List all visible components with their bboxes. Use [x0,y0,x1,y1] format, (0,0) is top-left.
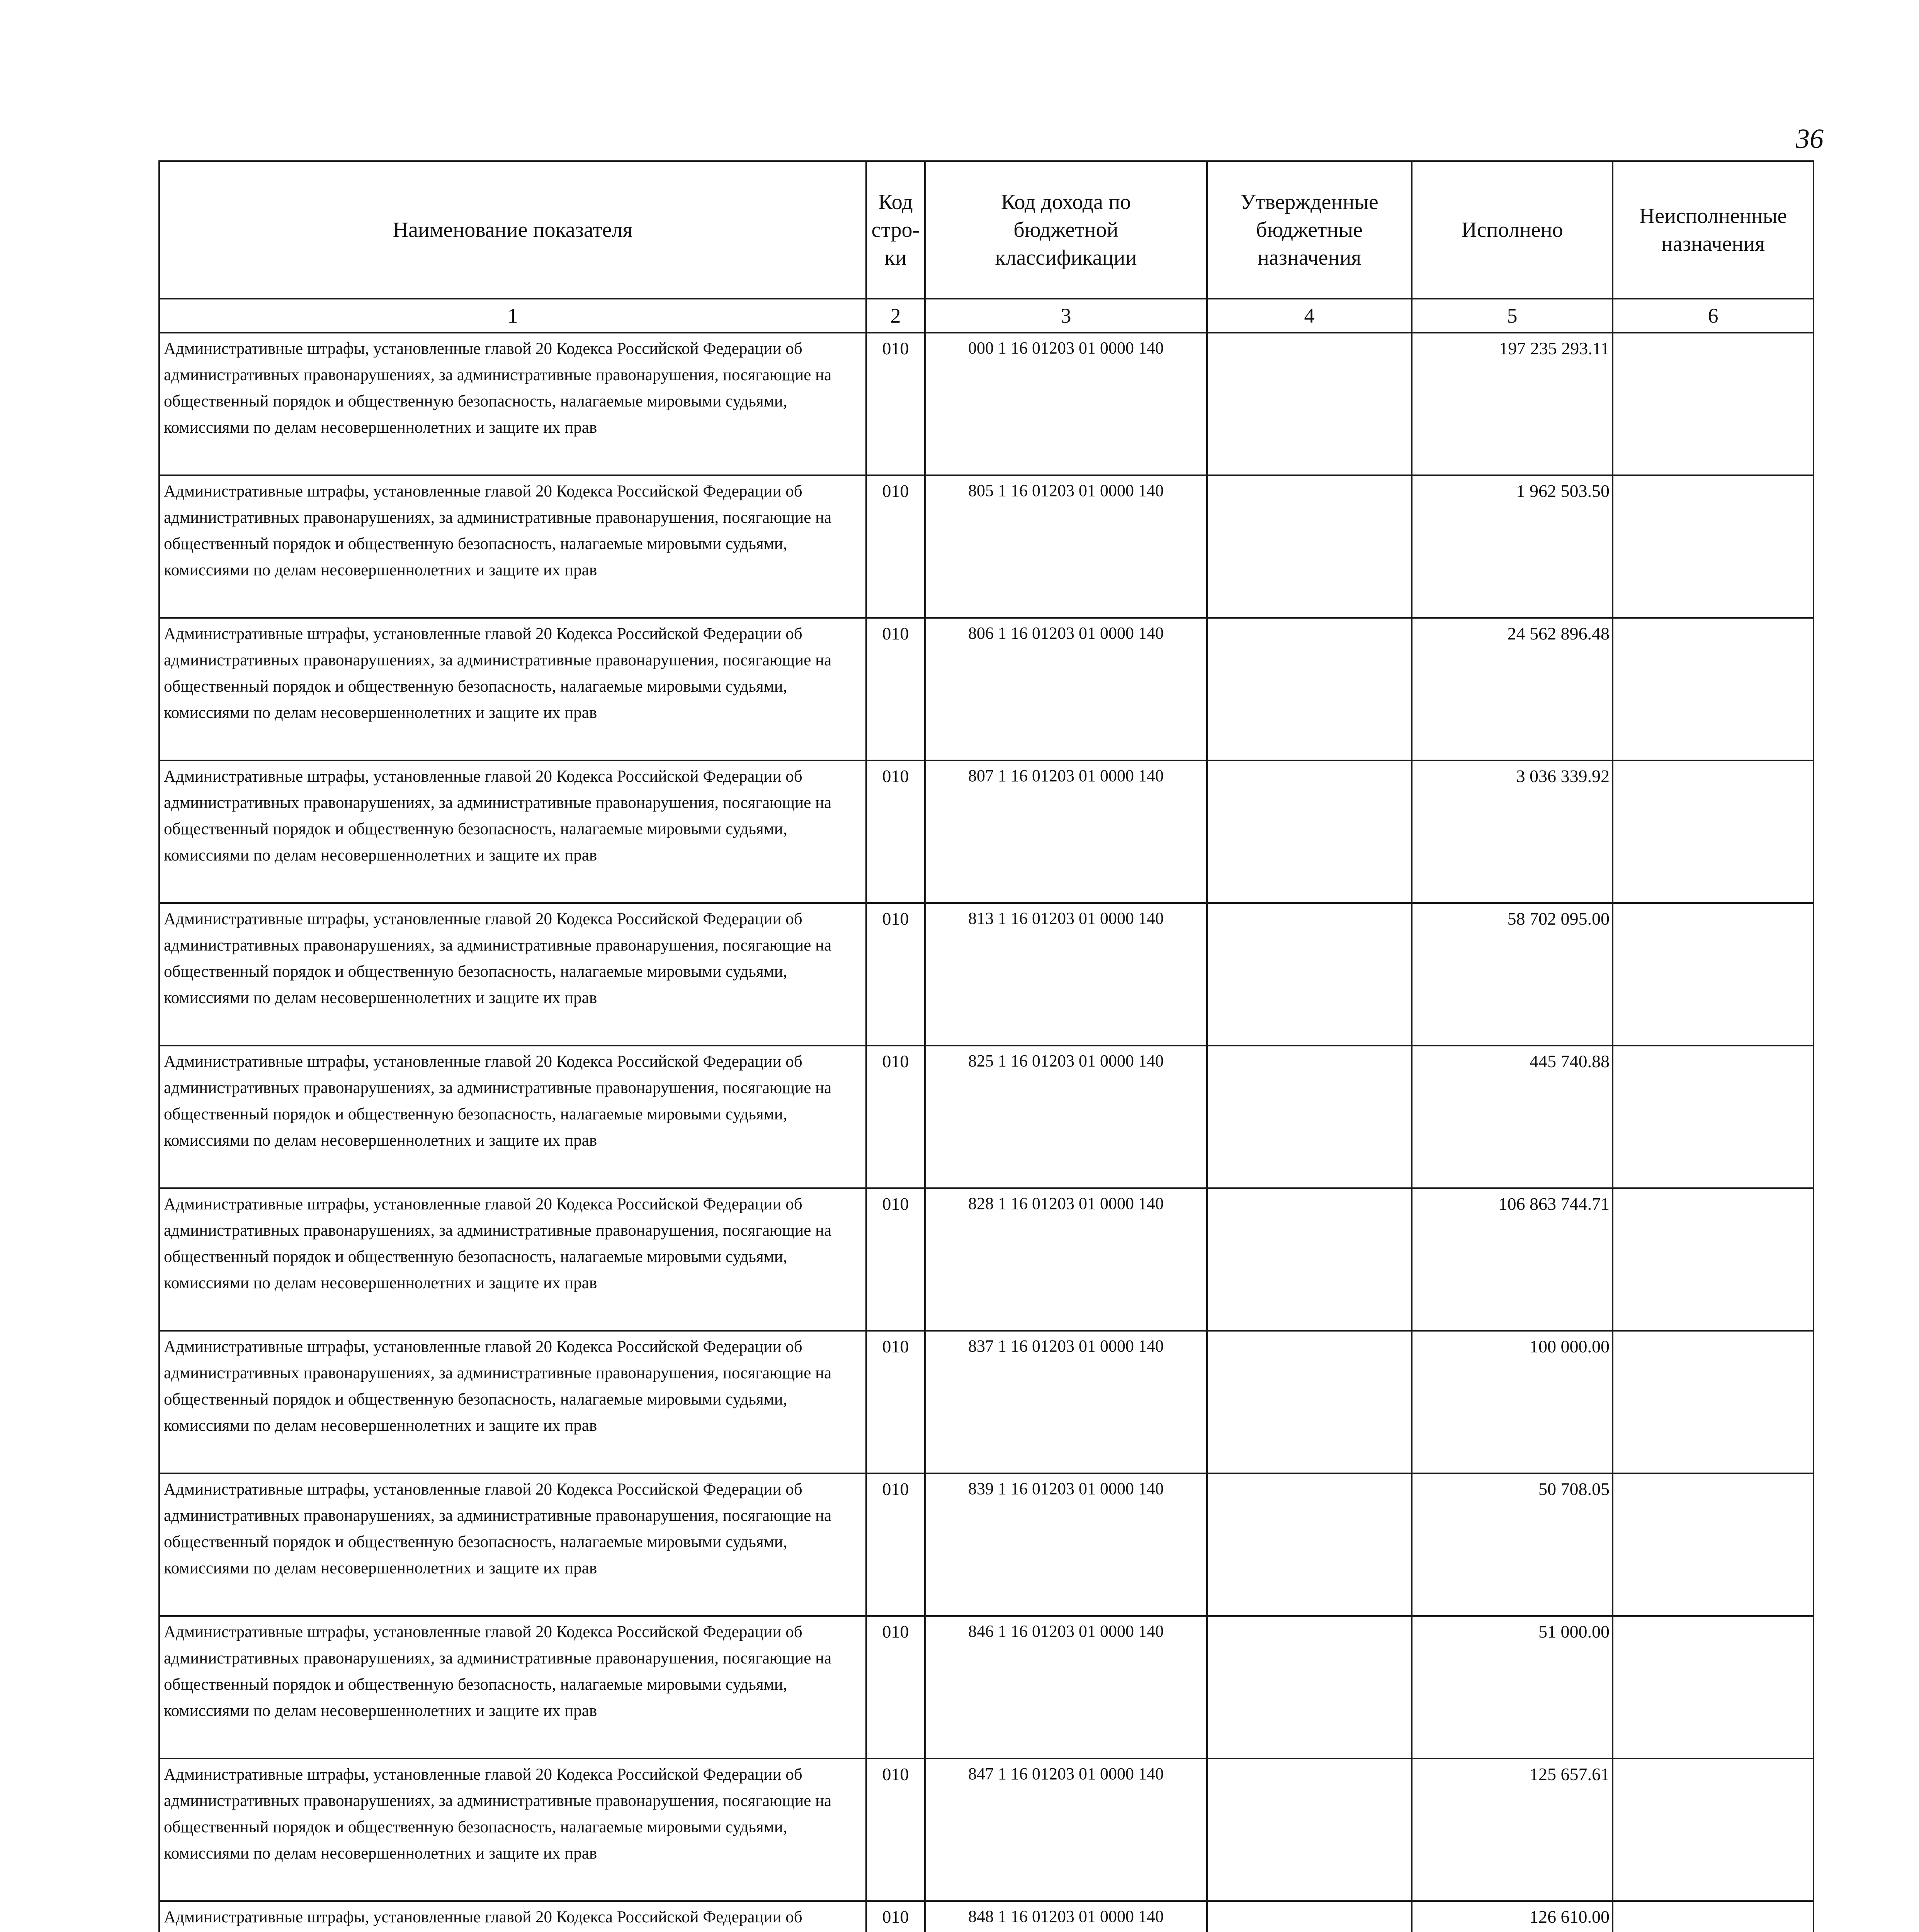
unexecuted-cell [1613,618,1814,760]
column-numbers-row [159,299,1814,333]
line-code-cell: 010 [866,1473,925,1616]
unexecuted-cell [1613,1331,1814,1473]
table-row [159,1046,1814,1188]
indicator-name-cell: Административные штрафы, установленные главой 20 Кодекса Российской Федерации об административных правонарушениях, за административные правонарушения, посягающие на общественный порядок и общественную безопасность, налагаемые мировыми судьями, комиссиями по делам несовершеннолетних и защите их прав [159,1331,866,1473]
indicator-name-cell: Административные штрафы, установленные главой 20 Кодекса Российской Федерации об административных правонарушениях, за административные правонарушения, посягающие на общественный порядок и общественную безопасность, налагаемые мировыми судьями, комиссиями по делам несовершеннолетних и защите их прав [159,1046,866,1188]
budget-code-cell: 825 1 16 01203 01 0000 140 [925,1046,1207,1188]
approved-cell [1207,618,1412,760]
table-row [159,1616,1814,1759]
column-number: 3 [925,299,1207,333]
column-number: 6 [1613,299,1814,333]
indicator-name-cell: Административные штрафы, установленные главой 20 Кодекса Российской Федерации об административных правонарушениях, за административные правонарушения, посягающие на общественный порядок и общественную безопасность, налагаемые мировыми судьями, комиссиями по делам несовершеннолетних и защите их прав [159,1188,866,1331]
line-code-cell: 010 [866,1616,925,1759]
indicator-name-cell: Административные штрафы, установленные главой 20 Кодекса Российской Федерации об административных правонарушениях, за административные правонарушения, посягающие на общественный порядок и общественную безопасность, налагаемые мировыми судьями, комиссиями по делам несовершеннолетних и защите их прав [159,1616,866,1759]
approved-cell [1207,1616,1412,1759]
line-code-cell: 010 [866,1759,925,1901]
header-unexecuted: Неисполненные назначения [1613,161,1814,299]
header-budget-code: Код дохода по бюджетной классификации [925,161,1207,299]
unexecuted-cell [1613,760,1814,903]
unexecuted-cell [1613,1046,1814,1188]
line-code-cell: 010 [866,903,925,1046]
executed-cell: 125 657.61 [1412,1759,1613,1901]
unexecuted-cell [1613,333,1814,475]
approved-cell [1207,760,1412,903]
line-code-cell: 010 [866,760,925,903]
line-code-cell: 010 [866,618,925,760]
budget-code-cell: 828 1 16 01203 01 0000 140 [925,1188,1207,1331]
executed-cell: 50 708.05 [1412,1473,1613,1616]
budget-code-cell: 837 1 16 01203 01 0000 140 [925,1331,1207,1473]
budget-code-cell: 839 1 16 01203 01 0000 140 [925,1473,1207,1616]
approved-cell [1207,1046,1412,1188]
line-code-cell: 010 [866,1331,925,1473]
executed-cell: 24 562 896.48 [1412,618,1613,760]
header-approved: Утвержденные бюджетные назначения [1207,161,1412,299]
line-code-cell: 010 [866,1188,925,1331]
indicator-name-cell: Административные штрафы, установленные главой 20 Кодекса Российской Федерации об административных правонарушениях, за административные правонарушения, посягающие на общественный порядок и общественную безопасность, налагаемые мировыми судьями, комиссиями по делам несовершеннолетних и защите их прав [159,1473,866,1616]
column-number: 5 [1412,299,1613,333]
executed-cell: 1 962 503.50 [1412,475,1613,618]
budget-execution-table [158,160,1814,1932]
column-number: 1 [159,299,866,333]
table-row [159,903,1814,1046]
indicator-name-cell: Административные штрафы, установленные главой 20 Кодекса Российской Федерации об административных правонарушениях, за административные правонарушения, посягающие на общественный порядок и общественную безопасность, налагаемые мировыми судьями, комиссиями по делам несовершеннолетних и защите их прав [159,903,866,1046]
approved-cell [1207,1759,1412,1901]
budget-code-cell: 805 1 16 01203 01 0000 140 [925,475,1207,618]
table-row [159,618,1814,760]
table-row [159,760,1814,903]
approved-cell [1207,333,1412,475]
table-row [159,1901,1814,1932]
unexecuted-cell [1613,1616,1814,1759]
indicator-name-cell: Административные штрафы, установленные главой 20 Кодекса Российской Федерации об административных правонарушениях, за административные правонарушения, посягающие на общественный порядок и общественную безопасность, налагаемые мировыми судьями, комиссиями по делам несовершеннолетних и защите их прав [159,760,866,903]
line-code-cell: 010 [866,333,925,475]
table-header [159,161,1814,299]
budget-code-cell: 847 1 16 01203 01 0000 140 [925,1759,1207,1901]
page-number: 36 [1796,123,1824,154]
table-row [159,1188,1814,1331]
approved-cell [1207,1188,1412,1331]
table-row [159,1473,1814,1616]
indicator-name-cell: Административные штрафы, установленные главой 20 Кодекса Российской Федерации об административных правонарушениях, за административные правонарушения, посягающие на общественный порядок и общественную безопасность, налагаемые мировыми судьями, комиссиями по делам несовершеннолетних и защите их прав [159,333,866,475]
column-number: 2 [866,299,925,333]
table-row [159,1331,1814,1473]
budget-code-cell: 848 1 16 01203 01 0000 140 [925,1901,1207,1932]
executed-cell: 445 740.88 [1412,1046,1613,1188]
approved-cell [1207,1331,1412,1473]
table-row [159,1759,1814,1901]
approved-cell [1207,475,1412,618]
header-line-code: Код стро- ки [866,161,925,299]
line-code-cell: 010 [866,475,925,618]
executed-cell: 106 863 744.71 [1412,1188,1613,1331]
unexecuted-cell [1613,1901,1814,1932]
approved-cell [1207,1901,1412,1932]
column-number: 4 [1207,299,1412,333]
executed-cell: 3 036 339.92 [1412,760,1613,903]
indicator-name-cell: Административные штрафы, установленные главой 20 Кодекса Российской Федерации об [159,1901,866,1932]
budget-code-cell: 846 1 16 01203 01 0000 140 [925,1616,1207,1759]
indicator-name-cell: Административные штрафы, установленные главой 20 Кодекса Российской Федерации об административных правонарушениях, за административные правонарушения, посягающие на общественный порядок и общественную безопасность, налагаемые мировыми судьями, комиссиями по делам несовершеннолетних и защите их прав [159,475,866,618]
unexecuted-cell [1613,1759,1814,1901]
line-code-cell: 010 [866,1901,925,1932]
budget-code-cell: 000 1 16 01203 01 0000 140 [925,333,1207,475]
budget-code-cell: 813 1 16 01203 01 0000 140 [925,903,1207,1046]
table-row [159,333,1814,475]
line-code-cell: 010 [866,1046,925,1188]
unexecuted-cell [1613,903,1814,1046]
header-indicator-name: Наименование показателя [159,161,866,299]
executed-cell: 197 235 293.11 [1412,333,1613,475]
table-row [159,475,1814,618]
unexecuted-cell [1613,1188,1814,1331]
budget-code-cell: 806 1 16 01203 01 0000 140 [925,618,1207,760]
approved-cell [1207,903,1412,1046]
header-executed: Исполнено [1412,161,1613,299]
indicator-name-cell: Административные штрафы, установленные главой 20 Кодекса Российской Федерации об административных правонарушениях, за административные правонарушения, посягающие на общественный порядок и общественную безопасность, налагаемые мировыми судьями, комиссиями по делам несовершеннолетних и защите их прав [159,618,866,760]
executed-cell: 100 000.00 [1412,1331,1613,1473]
indicator-name-cell: Административные штрафы, установленные главой 20 Кодекса Российской Федерации об административных правонарушениях, за административные правонарушения, посягающие на общественный порядок и общественную безопасность, налагаемые мировыми судьями, комиссиями по делам несовершеннолетних и защите их прав [159,1759,866,1901]
executed-cell: 51 000.00 [1412,1616,1613,1759]
approved-cell [1207,1473,1412,1616]
budget-code-cell: 807 1 16 01203 01 0000 140 [925,760,1207,903]
unexecuted-cell [1613,475,1814,618]
unexecuted-cell [1613,1473,1814,1616]
executed-cell: 58 702 095.00 [1412,903,1613,1046]
executed-cell: 126 610.00 [1412,1901,1613,1932]
